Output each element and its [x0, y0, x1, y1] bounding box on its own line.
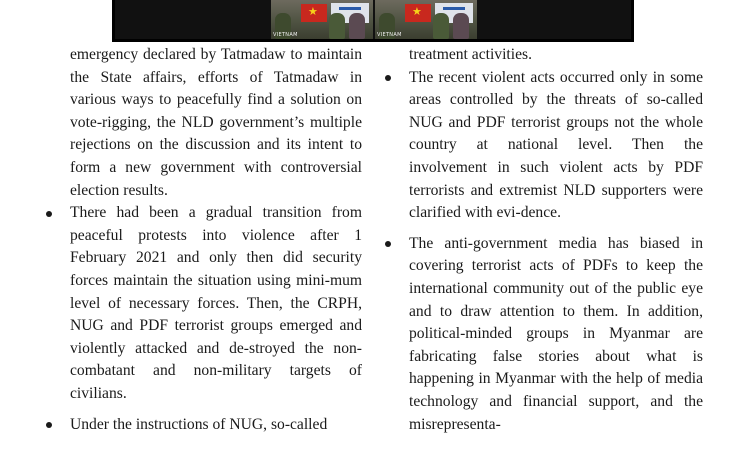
bullet-item	[46, 414, 362, 437]
flag-icon	[405, 4, 431, 22]
bullet-icon	[385, 241, 391, 247]
bullet-item	[385, 67, 703, 225]
meeting-photo-left	[271, 0, 373, 39]
left-text-column	[46, 44, 362, 444]
photo-caption: VIETNAM	[377, 32, 402, 38]
bullet-item	[385, 233, 703, 436]
bullet-icon	[46, 211, 52, 217]
person-figure	[329, 13, 345, 39]
person-figure	[433, 13, 449, 39]
bullet-text: Under the instructions of NUG, so-called	[70, 415, 328, 433]
bullet-text: There had been a gradual transition from peaceful protests into violence after 1 February 2021 and only then did security forces maintain the situation using mini-mum level of necessary forces. Then, the CRPH, NUG and PDF terrorist groups emerged and violently attacked and de-stroyed the non-combatant and non-military targets of civilians.	[70, 204, 362, 402]
person-figure	[453, 13, 469, 39]
photo-caption: VIETNAM	[273, 32, 298, 38]
bullet-text: The recent violent acts occurred only in some areas controlled by the threats of so-called NUG and PDF terrorist groups not the whole country at national level. Then the involvement in such violent acts by PDF terrorists and extremist NLD supporters were clarified with evi-dence.	[409, 68, 703, 222]
bullet-text: The anti-government media has biased in covering terrorist acts of PDFs to keep the international community out of the public eye and to draw attention to them. In addition, political-minded groups in Myanmar are fabricating false stories about what is happening in Myanmar with the help of media technology and financial support, and the misrepresenta-	[409, 234, 703, 433]
top-photo-frame	[112, 0, 634, 42]
person-figure	[349, 13, 365, 39]
bullet-icon	[46, 422, 52, 428]
continued-paragraph: emergency declared by Tatmadaw to maintain the State affairs, efforts of Tatmadaw in various ways to peacefully find a solution on vote-rigging, the NLD government’s multiple rejections on the discussion and its intent to form a new government with controversial election results.	[70, 46, 362, 199]
flag-icon	[301, 4, 327, 22]
continued-paragraph: treatment activities.	[409, 46, 532, 63]
right-text-column	[385, 44, 703, 444]
bullet-item	[46, 202, 362, 405]
bullet-icon	[385, 75, 391, 81]
meeting-photo-right	[375, 0, 477, 39]
